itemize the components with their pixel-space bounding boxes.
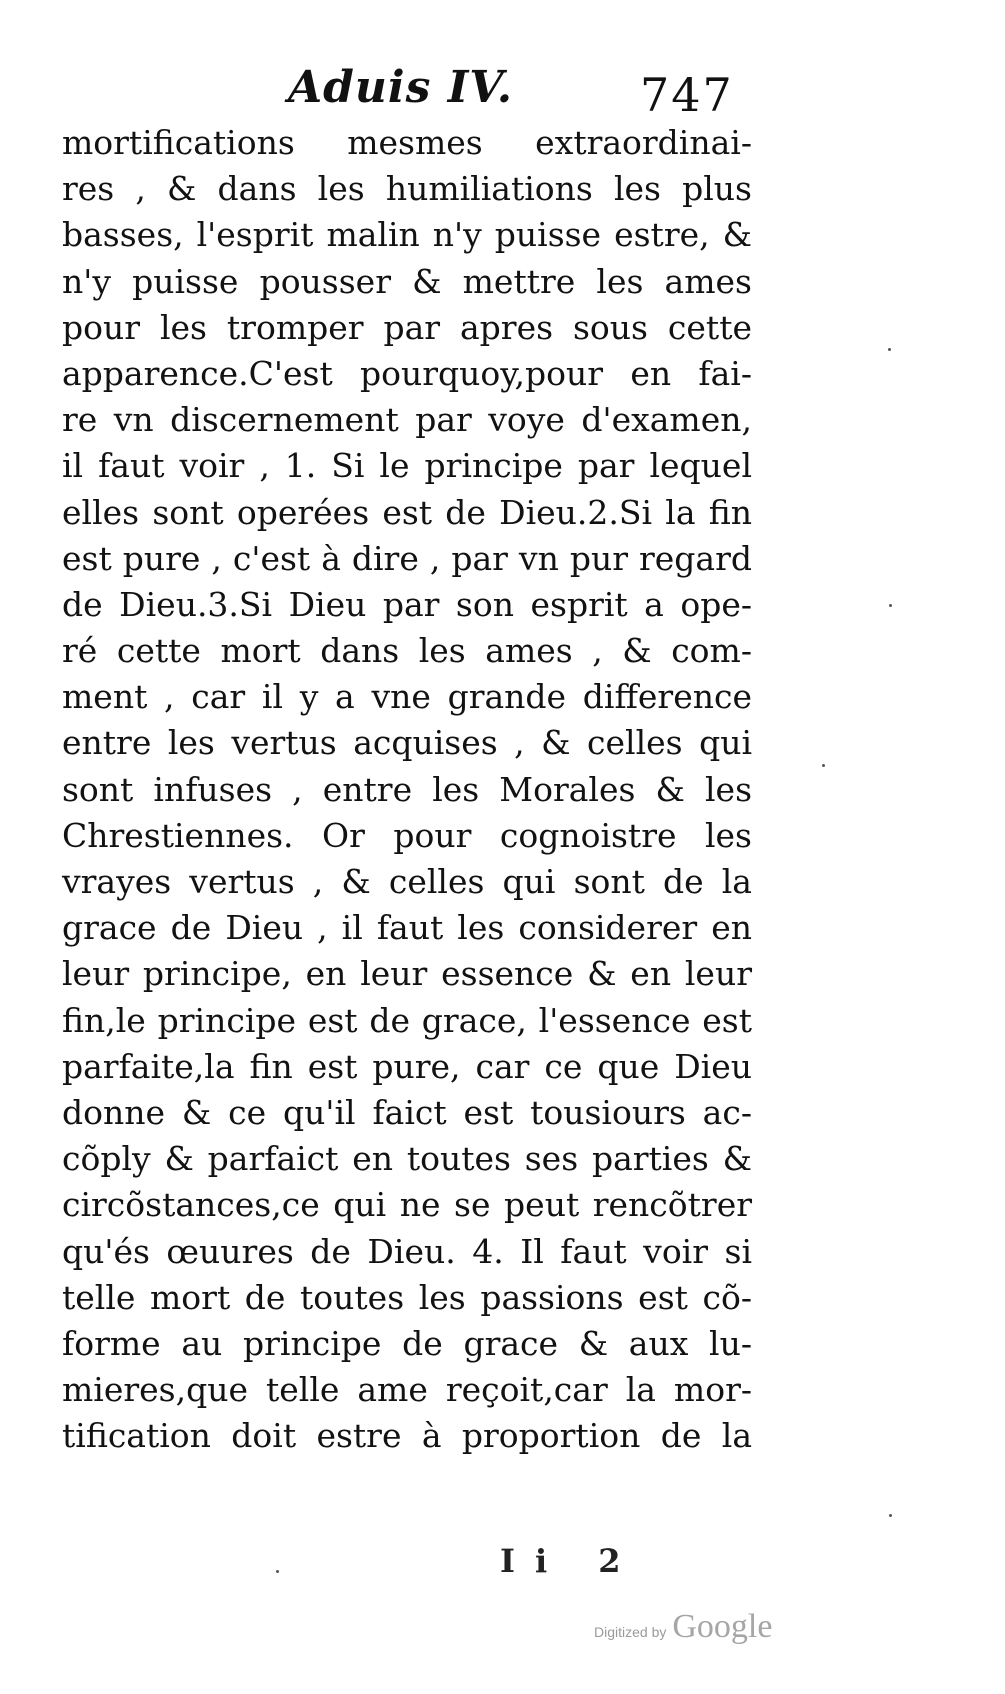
text-line: re vn discernement par voye d'examen, <box>62 400 752 440</box>
watermark-prefix: Digitized by <box>594 1624 667 1640</box>
text-line: donne & ce qu'il faict est tousiours ac- <box>62 1092 752 1132</box>
signature-mark: Ii 2 <box>500 1542 641 1580</box>
text-line: grace de Dieu , il faut les considerer en <box>62 908 752 948</box>
text-line: pour les tromper par apres sous cette <box>62 307 752 347</box>
text-line: vrayes vertus , & celles qui sont de la <box>62 862 752 901</box>
text-line: entre les vertus acquises , & celles qui <box>62 723 752 763</box>
text-line: fin,le principe est de grace, l'essence est <box>62 1000 752 1040</box>
running-head: Aduis IV. <box>288 62 514 113</box>
text-line: telle mort de toutes les passions est cõ- <box>62 1277 752 1317</box>
text-line: res , & dans les humiliations les plus <box>62 169 752 209</box>
text-line: sont infuses , entre les Morales & les <box>62 769 752 809</box>
text-line: circõstances,ce qui ne se peut rencõtrer <box>62 1185 752 1225</box>
text-line: mortifications mesmes extraordinai- <box>62 123 752 162</box>
text-line: ment , car il y a vne grande difference <box>62 677 752 717</box>
text-line: qu'és œuures de Dieu. 4. Il faut voir si <box>62 1231 752 1271</box>
text-line: est pure , c'est à dire , par vn pur regard <box>62 538 752 578</box>
text-line: elles sont operées est de Dieu.2.Si la fin <box>62 492 752 532</box>
text-line: ré cette mort dans les ames , & com- <box>62 631 752 671</box>
text-line: tification doit estre à proportion de la <box>62 1416 752 1456</box>
text-line: apparence.C'est pourquoy,pour en fai- <box>62 353 752 393</box>
page-number: 747 <box>640 68 734 122</box>
text-line: Chrestiennes. Or pour cognoistre les <box>62 815 752 855</box>
text-line: cõply & parfaict en toutes ses parties & <box>62 1139 752 1179</box>
digitized-watermark <box>594 1608 772 1646</box>
text-line: basses, l'esprit malin n'y puisse estre, & <box>62 215 752 255</box>
google-logo: Google <box>672 1608 773 1645</box>
text-line: il faut voir , 1. Si le principe par lequel <box>62 446 752 486</box>
body-text <box>62 120 752 1459</box>
text-line: forme au principe de grace & aux lu- <box>62 1323 752 1363</box>
text-line: mieres,que telle ame reçoit,car la mor- <box>62 1370 752 1410</box>
text-line: leur principe, en leur essence & en leur <box>62 954 752 994</box>
text-line: parfaite,la fin est pure, car ce que Dieu <box>62 1046 752 1086</box>
text-line: n'y puisse pousser & mettre les ames <box>62 261 752 301</box>
text-line: de Dieu.3.Si Dieu par son esprit a ope- <box>62 584 752 624</box>
